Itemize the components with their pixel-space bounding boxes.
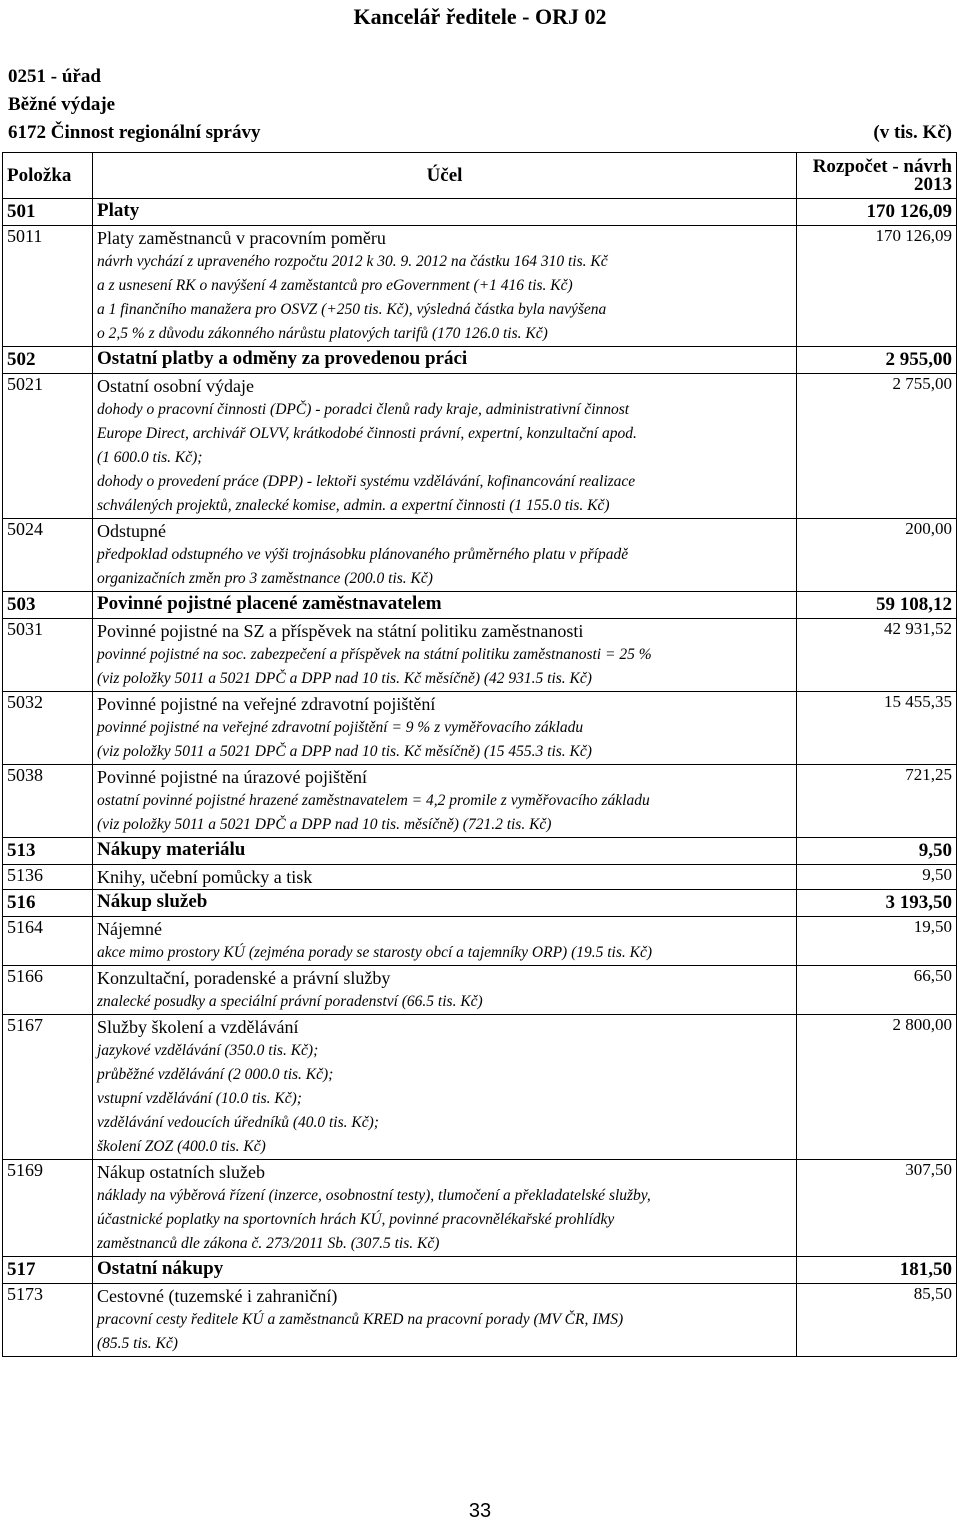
row-name: Ostatní nákupy — [97, 1258, 224, 1279]
row-code: 5136 — [3, 865, 93, 890]
row-description-line: (viz položky 5011 a 5021 DPČ a DPP nad 10 tis. měsíčně) (721.2 tis. Kč) — [97, 816, 552, 833]
row-name: Nákupy materiálu — [97, 839, 246, 860]
row-code: 5011 — [3, 226, 93, 347]
row-amount: 721,25 — [797, 765, 957, 838]
row-description-line: vstupní vzdělávání (10.0 tis. Kč); — [97, 1090, 302, 1107]
row-description-line: (viz položky 5011 a 5021 DPČ a DPP nad 10 tis. Kč měsíčně) (15 455.3 tis. Kč) — [97, 743, 592, 760]
row-purpose — [93, 1257, 797, 1284]
row-name: Služby školení a vzdělávání — [97, 1017, 299, 1037]
row-amount: 181,50 — [797, 1257, 957, 1284]
row-name: Povinné pojistné na úrazové pojištění — [97, 767, 367, 787]
item-row — [3, 917, 957, 966]
row-code: 5173 — [3, 1284, 93, 1357]
org-unit: 0251 - úřad — [8, 66, 101, 87]
column-header-item: Položka — [3, 153, 93, 199]
group-row — [3, 838, 957, 865]
row-code: 5167 — [3, 1015, 93, 1160]
row-amount: 85,50 — [797, 1284, 957, 1357]
row-description-line: dohody o pracovní činnosti (DPČ) - poradci členů rady kraje, administrativní činnost — [97, 401, 630, 418]
item-row — [3, 226, 957, 347]
row-amount: 307,50 — [797, 1160, 957, 1257]
row-purpose — [93, 199, 797, 226]
row-purpose — [93, 890, 797, 917]
row-code: 5164 — [3, 917, 93, 966]
row-description-line: organizačních změn pro 3 zaměstnance (200.0 tis. Kč) — [97, 570, 433, 587]
row-amount: 66,50 — [797, 966, 957, 1015]
item-row — [3, 619, 957, 692]
item-row — [3, 692, 957, 765]
row-description-line: školení ZOZ (400.0 tis. Kč) — [97, 1138, 266, 1155]
row-code: 501 — [3, 199, 93, 226]
row-name: Odstupné — [97, 521, 166, 541]
row-purpose — [93, 865, 797, 890]
row-purpose — [93, 765, 797, 838]
row-name: Cestovné (tuzemské i zahraniční) — [97, 1286, 338, 1306]
row-amount: 170 126,09 — [797, 199, 957, 226]
row-description-line: povinné pojistné na soc. zabezpečení a příspěvek na státní politiku zaměstnanosti = 25 % — [97, 646, 652, 663]
page-number: 33 — [468, 1500, 492, 1522]
row-name: Knihy, učební pomůcky a tisk — [97, 867, 313, 887]
row-purpose — [93, 966, 797, 1015]
row-description-line: předpoklad odstupného ve výši trojnásobku plánovaného průměrného platu v případě — [97, 546, 629, 563]
row-amount: 2 955,00 — [797, 347, 957, 374]
row-amount: 59 108,12 — [797, 592, 957, 619]
row-amount: 200,00 — [797, 519, 957, 592]
row-purpose — [93, 838, 797, 865]
row-code: 5021 — [3, 374, 93, 519]
row-description-line: návrh vychází z upraveného rozpočtu 2012 k 30. 9. 2012 na částku 164 310 tis. Kč — [97, 253, 608, 270]
row-code: 5032 — [3, 692, 93, 765]
section-heading: 6172 Činnost regionální správy — [8, 122, 261, 143]
row-description-line: (viz položky 5011 a 5021 DPČ a DPP nad 10 tis. Kč měsíčně) (42 931.5 tis. Kč) — [97, 670, 592, 687]
row-purpose — [93, 619, 797, 692]
row-amount: 9,50 — [797, 865, 957, 890]
row-purpose — [93, 374, 797, 519]
budget-header-line2: 2013 — [914, 173, 952, 195]
row-name: Nákup ostatních služeb — [97, 1162, 265, 1182]
row-description-line: účastnické poplatky na sportovních hrách KÚ, povinné pracovnělékařské prohlídky — [97, 1211, 615, 1228]
row-amount: 19,50 — [797, 917, 957, 966]
unit-label: (v tis. Kč) — [873, 122, 952, 143]
row-purpose — [93, 692, 797, 765]
expense-type: Běžné výdaje — [8, 94, 116, 115]
row-code: 502 — [3, 347, 93, 374]
row-description-line: schválených projektů, znalecké komise, admin. a expertní činnosti (1 155.0 tis. Kč) — [97, 497, 610, 514]
item-row — [3, 765, 957, 838]
row-description-line: akce mimo prostory KÚ (zejména porady se starosty obcí a tajemníky ORP) (19.5 tis. Kč) — [97, 944, 653, 961]
row-code: 503 — [3, 592, 93, 619]
group-row — [3, 1257, 957, 1284]
row-name: Platy — [97, 200, 140, 221]
item-row — [3, 865, 957, 890]
row-description-line: a z usnesení RK o navýšení 4 zaměstantců pro eGovernment (+1 416 tis. Kč) — [97, 277, 573, 294]
row-amount: 15 455,35 — [797, 692, 957, 765]
row-name: Nájemné — [97, 919, 162, 939]
row-amount: 42 931,52 — [797, 619, 957, 692]
column-header-purpose: Účel — [93, 153, 797, 199]
row-description-line: ostatní povinné pojistné hrazené zaměstnavatelem = 4,2 promile z vyměřovacího základu — [97, 792, 650, 809]
row-name: Povinné pojistné na veřejné zdravotní pojištění — [97, 694, 436, 714]
item-row — [3, 519, 957, 592]
row-code: 5166 — [3, 966, 93, 1015]
row-name: Nákup služeb — [97, 891, 208, 912]
row-code: 5031 — [3, 619, 93, 692]
budget-table — [2, 152, 957, 1357]
row-purpose — [93, 1284, 797, 1357]
row-amount: 3 193,50 — [797, 890, 957, 917]
page-title: Kancelář ředitele - ORJ 02 — [353, 4, 607, 29]
row-name: Platy zaměstnanců v pracovním poměru — [97, 228, 386, 248]
row-purpose — [93, 917, 797, 966]
table-header-row — [3, 153, 957, 199]
column-header-budget — [797, 153, 957, 199]
item-row — [3, 966, 957, 1015]
row-amount: 170 126,09 — [797, 226, 957, 347]
row-description-line: náklady na výběrová řízení (inzerce, osobnostní testy), tlumočení a překladatelské služby, — [97, 1187, 651, 1204]
item-row — [3, 374, 957, 519]
row-code: 5024 — [3, 519, 93, 592]
row-description-line: vzdělávání vedoucích úředníků (40.0 tis. Kč); — [97, 1114, 379, 1131]
row-amount: 2 755,00 — [797, 374, 957, 519]
row-code: 516 — [3, 890, 93, 917]
row-name: Ostatní osobní výdaje — [97, 376, 254, 396]
row-description-line: jazykové vzdělávání (350.0 tis. Kč); — [97, 1042, 319, 1059]
group-row — [3, 199, 957, 226]
row-description-line: průběžné vzdělávání (2 000.0 tis. Kč); — [97, 1066, 334, 1083]
row-name: Konzultační, poradenské a právní služby — [97, 968, 391, 988]
row-purpose — [93, 347, 797, 374]
row-description-line: o 2,5 % z důvodu zákonného nárůstu platových tarifů (170 126.0 tis. Kč) — [97, 325, 548, 342]
row-name: Povinné pojistné placené zaměstnavatelem — [97, 593, 442, 614]
row-amount: 2 800,00 — [797, 1015, 957, 1160]
row-description-line: povinné pojistné na veřejné zdravotní pojištění = 9 % z vyměřovacího základu — [97, 719, 584, 736]
row-description-line: (1 600.0 tis. Kč); — [97, 449, 203, 466]
budget-header-line1: Rozpočet - návrh — [812, 155, 952, 177]
row-purpose — [93, 519, 797, 592]
row-description-line: a 1 finančního manažera pro OSVZ (+250 tis. Kč), výsledná částka byla navýšena — [97, 301, 607, 318]
row-description-line: Europe Direct, archivář OLVV, krátkodobé činnosti právní, expertní, konzultační apod. — [97, 425, 637, 442]
item-row — [3, 1015, 957, 1160]
row-name: Povinné pojistné na SZ a příspěvek na státní politiku zaměstnanosti — [97, 621, 584, 641]
row-description-line: zaměstnanců dle zákona č. 273/2011 Sb. (307.5 tis. Kč) — [97, 1235, 440, 1252]
group-row — [3, 347, 957, 374]
row-code: 5169 — [3, 1160, 93, 1257]
row-description-line: dohody o provedení práce (DPP) - lektoři systému vzdělávání, kofinancování realizace — [97, 473, 636, 490]
group-row — [3, 592, 957, 619]
row-name: Ostatní platby a odměny za provedenou práci — [97, 348, 468, 369]
row-purpose — [93, 1160, 797, 1257]
row-description-line: pracovní cesty ředitele KÚ a zaměstnanců KRED na pracovní porady (MV ČR, IMS) — [97, 1311, 624, 1328]
group-row — [3, 890, 957, 917]
row-code: 513 — [3, 838, 93, 865]
row-description-line: znalecké posudky a speciální právní poradenství (66.5 tis. Kč) — [97, 993, 483, 1010]
row-purpose — [93, 226, 797, 347]
item-row — [3, 1284, 957, 1357]
item-row — [3, 1160, 957, 1257]
row-amount: 9,50 — [797, 838, 957, 865]
row-code: 517 — [3, 1257, 93, 1284]
row-purpose — [93, 1015, 797, 1160]
row-code: 5038 — [3, 765, 93, 838]
row-description-line: (85.5 tis. Kč) — [97, 1335, 178, 1352]
row-purpose — [93, 592, 797, 619]
